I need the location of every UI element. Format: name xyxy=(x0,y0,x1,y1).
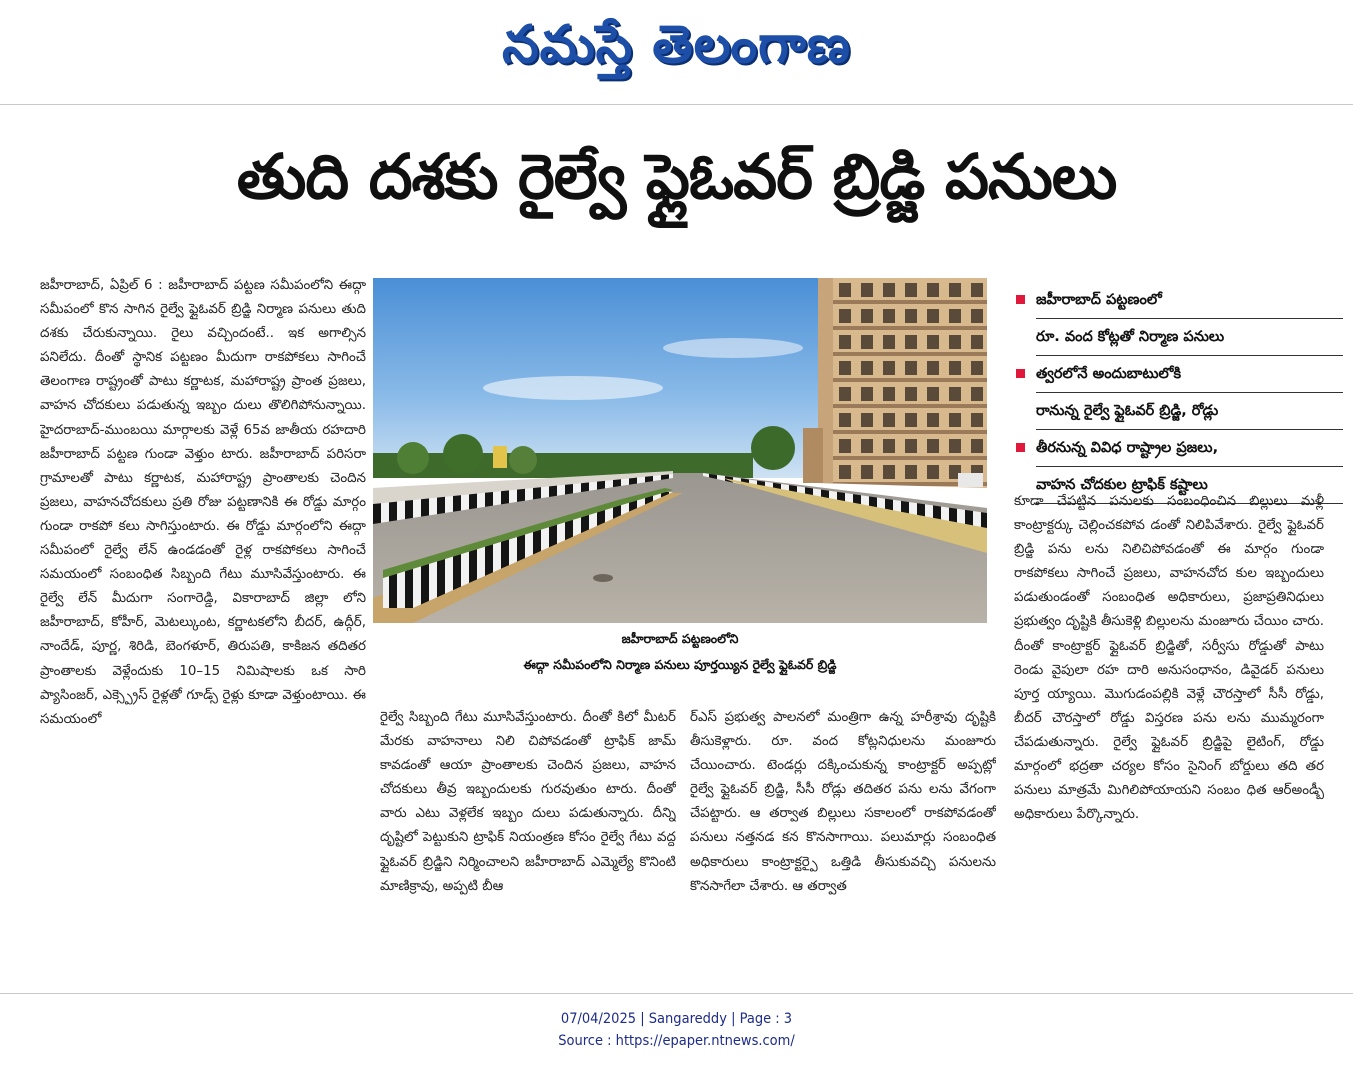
masthead xyxy=(0,0,1353,100)
article-text: ర్ఎస్ ప్రభుత్వ పాలనలో మంత్రిగా ఉన్న హరీశ్రావు దృష్టికి తీసుకెళ్లారు. రూ. వంద కోట్లనిధులను మంజూరు చేయించారు. టెండర్లు దక్కించుకున్న కాంట్రాక్టర్ అప్పట్లో రైల్వే ఫ్లైఓవర్ బ్రిడ్జి, సీసీ రోడ్లు తదితర పను లను వేగంగా చేపట్టారు. ఆ తర్వాత బిల్లులు సకాలంలో రాకపోవడంతో పనులు నత్తనడ కన కొనసాగాయి. పలుమార్లు సంబంధిత అధికారులు కాంట్రాక్టర్పై ఒత్తిడి తీసుకువచ్చి పనులను కొనసాగేలా చేశారు. ఆ తర్వాత xyxy=(690,710,996,894)
article-column-1 xyxy=(40,274,366,994)
article-column-3 xyxy=(690,706,996,986)
highlight-line: రానున్న రైల్వే ఫ్లైఓవర్ బ్రిడ్జి, రోడ్లు xyxy=(1036,393,1343,430)
highlight-line: రూ. వంద కోట్లతో నిర్మాణ పనులు xyxy=(1036,319,1343,356)
highlight-item xyxy=(1010,282,1343,356)
headline: తుది దశకు రైల్వే ఫ్లైఓవర్ బ్రిడ్జి పనులు xyxy=(236,140,1117,213)
newspaper-logo: నమస్తే తెలంగాణ xyxy=(502,14,851,75)
footer-divider xyxy=(0,993,1353,994)
article-text: జహీరాబాద్, ఏప్రిల్ 6 : జహీరాబాద్ పట్టణ సమీపంలోని ఈద్గా సమీపంలో కొన సాగిన రైల్వే ఫ్లైఓవర్ బ్రిడ్జి నిర్మాణ పనులు తుది దశకు చేరుకున్నాయి. రైలు వచ్చిందంటే.. ఇక అగాల్సిన పనిలేదు. దీంతో స్థానిక పట్టణం మీదుగా రాకపోకలు సాగించే తెలంగాణ రాష్ట్రంతో పాటు కర్ణాటక, మహారాష్ట్ర ప్రాంత ప్రజలు, వాహన చోదకులు పడుతున్న ఇబ్బం దులు తొలిగిపోనున్నాయి. హైదరాబాద్-ముంబయి మార్గాలకు వెళ్లే 65వ జాతీయ రహదారి జహీరాబాద్ పట్టణ గుండా వెళ్తుం టారు. జహీరాబాద్ పరిసరా గ్రామాలతో పాటు కర్ణాటక, మహారాష్ట్ర ప్రాంతాలకు చెందిన ప్రజలు, వాహనచోదకులు ప్రతి రోజు పట్టణానికి ఈ రోడ్డు మార్గం గుండా రాకపో కలు సాగిస్తుంటారు. ఈ రోడ్డు మార్గంలోని ఈద్గా సమీపంలో రైల్వే లేన్ ఉండడంతో రైళ్ల రాకపోకలు సాగించే సమయంలో సంబంధిత సిబ్బంది గేటు మూసివేస్తుంటారు. ఈ రైల్వే లేన్ మీదుగా సంగారెడ్డి, వికారాబాద్ జిల్లా లోని జహీరాబాద్, కోహీర్, మెటల్కుంట, కర్ణాటకలోని బీదర్, ఉద్గీర్, నాందేడ్, పూర్ణ, శిరిడి, బెంగళూర్, తిరుపతి, కాకిజన తదితర ప్రాంతాలకు వెళ్లేందుకు 10–15 నిమిషాలకు ఒక సారి ప్యాసింజర్, ఎక్స్ప్రెస్ రైళ్లతో గూడ్స్ రైళ్లు కూడా వెళ్తుంటాయి. ఈ సమయంలో xyxy=(40,278,366,727)
photo-caption-line-1: జహీరాబాద్ పట్టణంలోని xyxy=(621,631,739,646)
footer-source: Source : https://epaper.ntnews.com/ xyxy=(558,1033,795,1049)
masthead-divider xyxy=(0,104,1353,105)
flyover-photo xyxy=(373,278,987,623)
highlight-line: వాహన చోదకుల ట్రాఫిక్ కష్టాలు xyxy=(1036,467,1343,504)
bullet-icon xyxy=(1016,295,1025,304)
article-column-4 xyxy=(1014,490,1324,982)
photo-caption xyxy=(373,626,987,678)
highlight-line: తీరనున్న వివిధ రాష్ట్రాల ప్రజలు, xyxy=(1036,430,1343,467)
footer-date-edition: 07/04/2025 | Sangareddy | Page : 3 xyxy=(560,1011,793,1027)
bullet-icon xyxy=(1016,443,1025,452)
article-column-2 xyxy=(380,706,676,986)
bullet-icon xyxy=(1016,369,1025,378)
highlight-line: జహీరాబాద్ పట్టణంలో xyxy=(1036,282,1343,319)
article-text: కూడా చేపట్టిన పనులకు సంబంధించిన బిల్లులు మళ్లీ కాంట్రాక్టర్కు చెల్లించకపోవ డంతో నిలిపివేశారు. రైల్వే ఫ్లైఓవర్ బ్రిడ్జి పను లను నిలిచిపోవడంతో ఈ మార్గం గుండా రాకపోకలు సాగించే ప్రజలు, వాహనచోద కుల ఇబ్బందులు పడుతుండంతో సంబంధిత అధికారులు, ప్రజాప్రతినిధులు ప్రభుత్వం దృష్టికి తీసుకెళ్లి బిల్లులను మంజూరు చేయిం చారు. దీంతో కాంట్రాక్టర్ ఫ్లైఓవర్ బ్రిడ్జితో, సర్వీసు రోడ్డుతో పాటు రెండు వైపులా రహ దారి అనుసంధానం, డివైడర్ పనులు పూర్త య్యాయి. మొగుడంపల్లికి వెళ్లే చౌరస్తాలో సీసీ రోడ్డు, బీదర్ చౌరస్తాలో రోడ్డు విస్తరణ పను లను ముమ్మరంగా చేపడుతున్నారు. రైల్వే ఫ్లైఓవర్ బ్రిడ్జిపై లైటింగ్, రోడ్డు మార్గంలో భద్రతా చర్యల కోసం సైనింగ్ బోర్డులు తది తర పనులు మాత్రమే మిగిలిపోయాయని సంబం ధిత ఆర్అండ్బీ అధికారులు పేర్కొన్నారు. xyxy=(1014,494,1324,823)
photo-caption-line-2: ఈద్గా సమీపంలోని నిర్మాణ పనులు పూర్తయ్యిన రైల్వే ఫ్లైఓవర్ బ్రిడ్జి xyxy=(523,657,837,672)
article-text: రైల్వే సిబ్బంది గేటు మూసివేస్తుంటారు. దీంతో కిలో మీటర్ మేరకు వాహనాలు నిలి చిపోవడంతో ట్రాఫిక్ జామ్ కావడంతో ఆయా ప్రాంతాలకు చెందిన ప్రజలు, వాహన చోదకులు తీవ్ర ఇబ్బందులకు గురవుతుం టారు. దీంతో వారు ఎటు వెళ్లలేక ఇబ్బం దులు పడుతున్నారు. దీన్ని దృష్టిలో పెట్టుకుని ట్రాఫిక్ నియంత్రణ కోసం రైల్వే గేటు వద్ద ఫ్లైఓవర్ బ్రిడ్జిని నిర్మించాలని జహీరాబాద్ ఎమ్మెల్యే కొనింటి మాణిక్రావు, అప్పటి బీఆ xyxy=(380,710,676,894)
highlight-item xyxy=(1010,356,1343,430)
highlight-line: త్వరలోనే అందుబాటులోకి xyxy=(1036,356,1343,393)
flyover-bridge-image xyxy=(373,278,987,623)
highlights-box xyxy=(1010,282,1343,504)
